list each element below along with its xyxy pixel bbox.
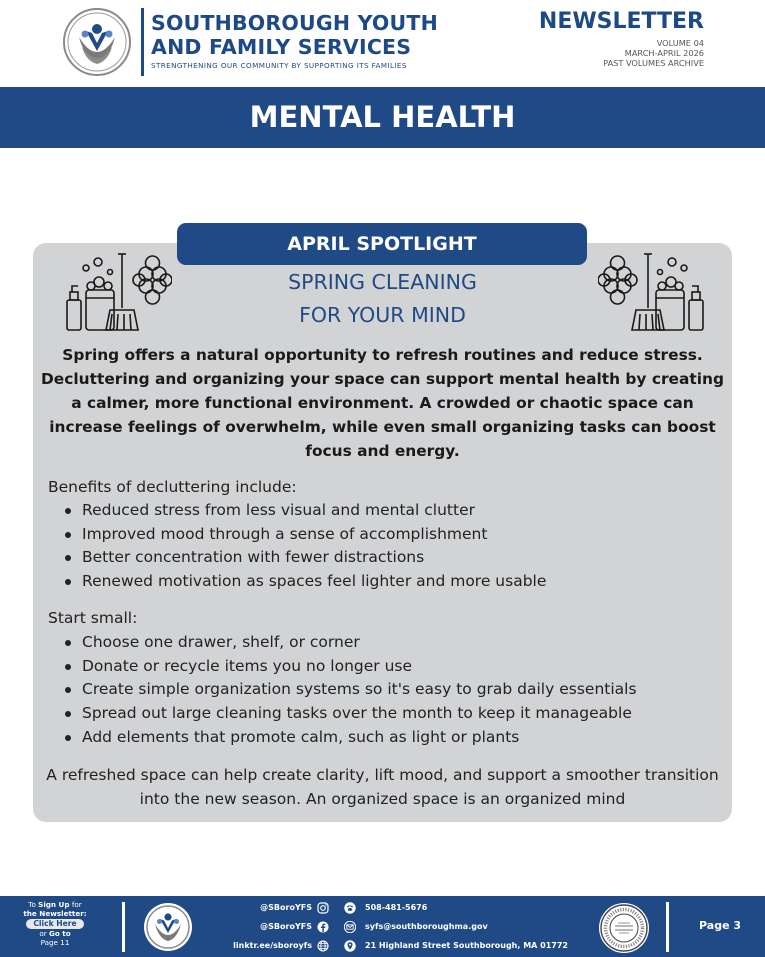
page-number: Page 3 (699, 919, 742, 932)
list-item-text: Donate or recycle items you no longer use (82, 656, 413, 675)
instagram-icon[interactable] (317, 902, 329, 914)
spotlight-subtitle-line1: SPRING CLEANING (288, 270, 477, 294)
facebook-icon[interactable] (317, 921, 329, 933)
list-item-text: Better concentration with fewer distractions (82, 548, 425, 567)
list-item-text: Create simple organization systems so it's easy to grab daily essentials (82, 680, 637, 699)
street-address: 21 Highland Street Southborough, MA 01772 (365, 941, 568, 950)
location-pin-icon[interactable] (344, 940, 356, 952)
newsletter-header (0, 0, 765, 86)
list-item-text: Reduced stress from less visual and mental clutter (82, 501, 475, 519)
past-volumes-archive-link[interactable]: PAST VOLUMES ARCHIVE (603, 58, 704, 68)
bullet-icon (65, 532, 71, 538)
go-to-page-link[interactable]: Go to (48, 929, 71, 939)
bullet-icon (65, 735, 71, 741)
signup-line3: or Go to (39, 929, 71, 939)
bullet-icon (65, 508, 71, 514)
spotlight-closing: A refreshed space can help create clarity, lift mood, and support a smoother transition into the new season. An organized space is an organized mind (46, 766, 719, 808)
org-name-line2: AND FAMILY SERVICES (151, 35, 412, 59)
footer-divider (122, 902, 125, 952)
benefits-heading: Benefits of decluttering include: (48, 478, 297, 496)
benefits-list (62, 499, 546, 594)
footer-syfs-logo (143, 902, 193, 952)
section-title-band: MENTAL HEALTH (0, 87, 765, 148)
list-item-text: Add elements that promote calm, such as light or plants (82, 727, 520, 746)
list-item-text: Spread out large cleaning tasks over the month to keep it manageable (82, 704, 632, 723)
list-item-text: Renewed motivation as spaces feel lighter and more usable (82, 572, 547, 591)
spotlight-intro: Spring offers a natural opportunity to refresh routines and reduce stress. Decluttering and organizing your space can support mental health by creating a calmer, more functional environment. A crowded or chaotic space can increase feelings of overwhelm, while even small organizing tasks can boost focus and energy. (41, 346, 724, 460)
facebook-handle[interactable]: @SBoroYFS (260, 922, 312, 931)
bullet-icon (65, 640, 71, 646)
list-item (62, 726, 637, 750)
cleaning-supplies-icon-mirrored (598, 252, 706, 334)
newsletter-title: NEWSLETTER (538, 9, 704, 34)
list-item (62, 678, 637, 702)
footer-divider (666, 902, 669, 952)
list-item-text: Choose one drawer, shelf, or corner (82, 633, 360, 651)
list-item (62, 702, 637, 726)
linktree-link[interactable]: linktr.ee/sboroyfs (233, 941, 312, 950)
phone-icon[interactable] (344, 902, 356, 914)
signup-page-ref[interactable]: Page 11 (40, 937, 70, 947)
org-tagline: STRENGTHENING OUR COMMUNITY BY SUPPORTING ITS FAMILIES (151, 61, 407, 70)
spotlight-subtitle-line2: FOR YOUR MIND (299, 303, 466, 327)
globe-icon[interactable] (317, 940, 329, 952)
spotlight-tab: APRIL SPOTLIGHT (177, 223, 587, 265)
bullet-icon (65, 711, 71, 717)
issue-date: MARCH-APRIL 2026 (624, 48, 704, 58)
bullet-icon (65, 579, 71, 585)
signup-line2: the Newsletter: (23, 908, 87, 918)
town-seal-icon (598, 902, 650, 954)
volume-number: VOLUME 04 (656, 38, 704, 48)
cleaning-supplies-icon (64, 252, 172, 334)
list-item (62, 523, 546, 547)
click-here-button[interactable]: Click Here (26, 919, 83, 929)
signup-line1: To Sign Up for (28, 900, 82, 909)
list-item (62, 655, 637, 679)
start-small-heading: Start small: (48, 609, 138, 627)
bullet-icon (65, 664, 71, 670)
list-item (62, 570, 546, 594)
signup-block (10, 901, 100, 947)
email-address[interactable]: syfs@southboroughma.gov (365, 922, 488, 931)
bullet-icon (65, 687, 71, 693)
phone-number[interactable]: 508-481-5676 (365, 903, 428, 912)
header-divider (141, 8, 144, 76)
newsletter-footer (0, 896, 765, 957)
email-icon[interactable] (344, 921, 356, 933)
start-small-list (62, 631, 637, 750)
instagram-handle[interactable]: @SBoroYFS (260, 903, 312, 912)
org-name-line1: SOUTHBOROUGH YOUTH (151, 11, 438, 35)
syfs-logo (62, 7, 132, 77)
list-item-text: Improved mood through a sense of accomplishment (82, 524, 488, 543)
bullet-icon (65, 555, 71, 561)
list-item (62, 631, 637, 655)
list-item (62, 546, 546, 570)
list-item (62, 499, 546, 523)
